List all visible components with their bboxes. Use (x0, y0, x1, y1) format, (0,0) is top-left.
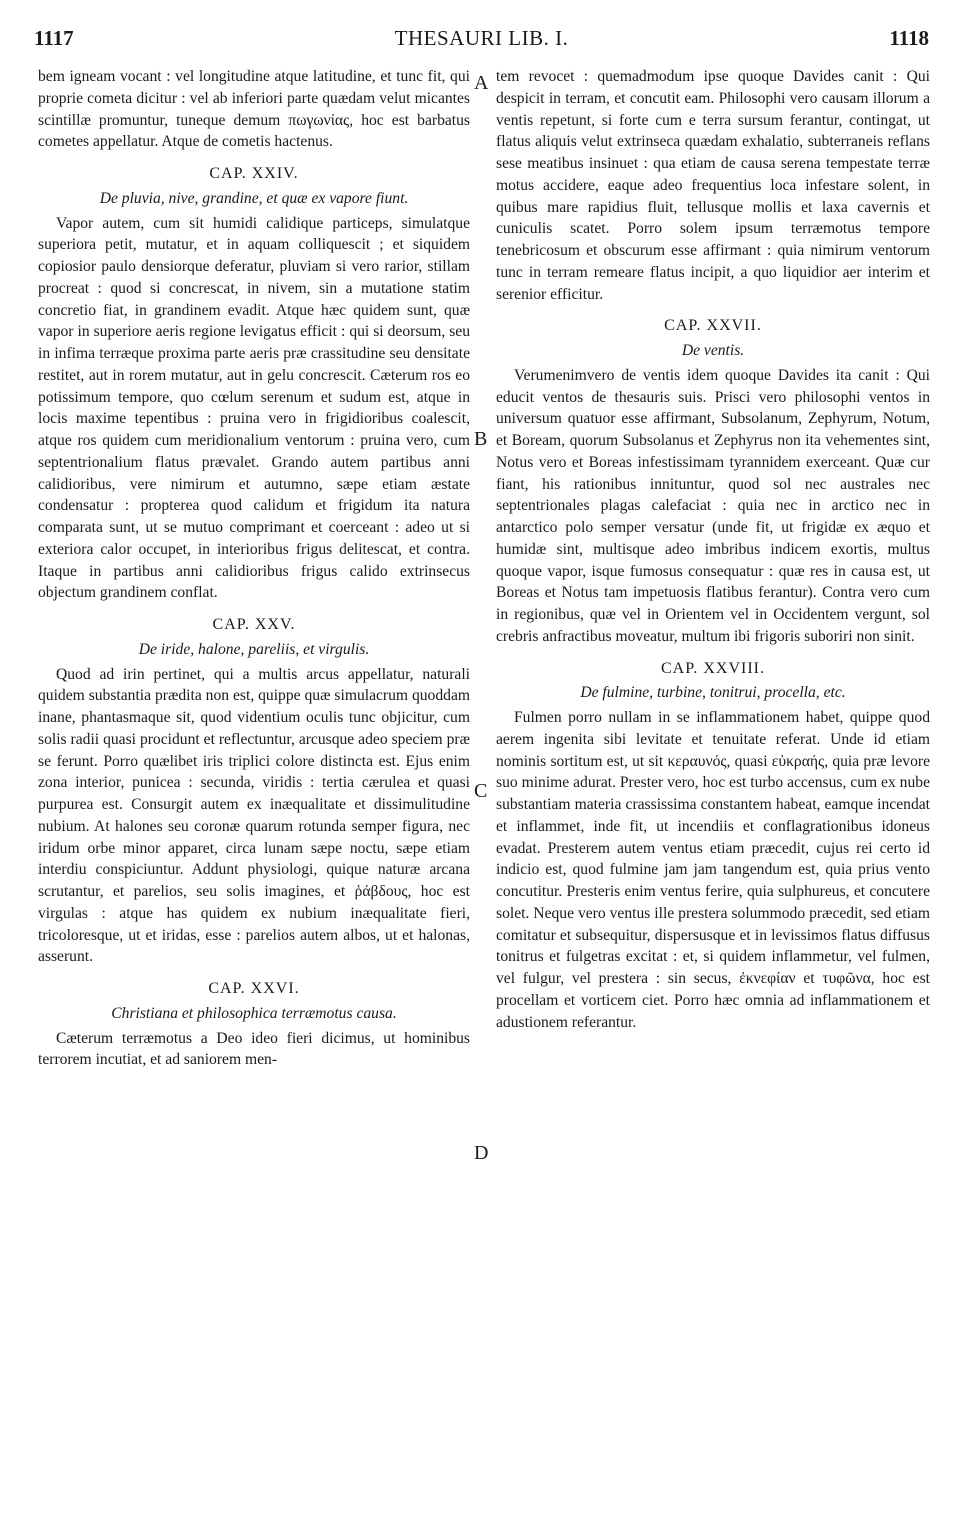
chapter-heading-24: CAP. XXIV. (209, 165, 299, 182)
margin-marker-c: C (474, 780, 488, 802)
chapter-title-24: De pluvia, nive, grandine, et quæ ex vapore fiunt. (99, 189, 409, 207)
paragraph-continued: bem igneam vocant : vel longitudine atque latitudine, et tunc fit, qui proprie cometa dicitur : vel ab inferiori parte quædam velut micantes scintillæ promuntur, tuneque demum πωγωνίας, hoc est barbatus cometes appellatur. Atque de cometis hactenus. (38, 68, 470, 151)
paragraph-chapter-25: Quod ad irin pertinet, qui a multis arcus appellatur, naturali quidem substantia prædita non est, quippe quæ simulacrum quoddam inane, phantasmaque sit, quod videntium oculis tunc objicitur, cum solis radii quasi procidunt et reflectuntur, arcusque adeo speciem præ se ferunt. Porro quælibet iris triplici colore distincta est. Ejus enim zona interior, punicea : secunda, viridis : tertia cærulea et quasi purpurea est. Consurgit autem ex inæqualitate et dissimulitudine nubium. At halones seu coronæ quarum rotunda semper figura, nec iridum orbe minor apparet, circa lunam sæpe noctu, sæpe etiam interdiu conspiciuntur. Addunt physiologi, quique naturæ arcana scrutantur, et parelios, seu solis imagines, et ῥάβδους, hoc est virgulas : atque has quidem ex nubium inæqualitate fieri, tricoloresque, ut et iridas, esse : parelios autem albos, ut et halonas, asserunt. (38, 665, 470, 966)
right-column (496, 66, 930, 1033)
chapter-title-26: Christiana et philosophica terræmotus causa. (111, 1004, 397, 1022)
chapter-title-25: De iride, halone, pareliis, et virgulis. (138, 640, 370, 658)
left-page-number: 1117 (34, 26, 74, 50)
page-header (34, 26, 929, 56)
paragraph-chapter-28: Fulmen porro nullam in se inflammationem habet, quippe quod aerem ingenita sibi levitate et tenuitate referat. Unde id etiam nominis sortitum est, ut sit κεραυνός, quasi εὐκραής, quia præ levore suo minime adurat. Prester vero, hoc est turbo accensus, cum ex nube substantiam materia crassissima constantem habeat, eamque incendat et inflammet, inde fit, ut incendiis et conflagrationibus idoneus evadat. Presterem autem ventus etiam præcedit, cujus rei certo id indicio est, quod fulmine jam jam tangendum est, quia prius vento concutitur. Presteris enim ventus ferire, quia sulphureus, et concutere solet. Neque vero ventus ille prestera solummodo præcedit, sed etiam comitatur et subsequitur, dispersusque et in levissimos flatus diffusus tonitrus et fulgetras excitat : et, si quidem inflammetur, vel fulmen, vel fulgur, vel prestera : sin secus, ἐκνεφίαν et τυφῶνα, hoc est procellam et vorticem ciet. Porro hæc omnia ad inflammationem et adustionem referantur. (496, 709, 930, 1031)
running-title: THESAURI LIB. I. (394, 26, 569, 50)
chapter-heading-28: CAP. XXVIII. (661, 659, 765, 677)
margin-marker-d: D (474, 1142, 489, 1164)
chapter-heading-27: CAP. XXVII. (664, 317, 762, 335)
paragraph-chapter-27: Verumenimvero de ventis idem quoque Davides ita canit : Qui educit ventos de thesauris suis. Prisci vero philosophi ventos in universum quatuor esse affirmant, Subsolanum, Zephyrum, Notum, et Boream, quorum Subsolanus et Zephyrus non ita vehementes sint, Notus vero et Boreas infestissimam tyrannidem exerceant. Quæ cur fiant, his rationibus innituntur, quod sol nec australes nec septentrionales plagas calefaciat : quia nec in arctico nec in antarctico polo semper versatur (unde fit, ut frigidæ ex æquo et humidæ sint, multisque adeo imbribus indicem exortis, multus quoque vapor, isque fumosus consequatur : quæ res in causa est, ut Boreas et Notus tam impetuosis flatibus ferantur). Contra vero cum in regionibus, quæ vel in Orientem vel in Occidentem vergunt, sol crebris anfractibus moveatur, multum ibi frigoris suboriri non sinit. (496, 366, 930, 645)
margin-marker-b: B (474, 428, 488, 450)
left-column (38, 66, 470, 1071)
chapter-heading-25: CAP. XXV. (212, 616, 296, 633)
paragraph-chapter-26: Cæterum terræmotus a Deo ideo fieri dicimus, ut hominibus terrorem incutiat, et ad saniorem men- (38, 1029, 470, 1069)
paragraph-continued-26: tem revocet : quemadmodum ipse quoque Davides canit : Qui despicit in terram, et concutit eam. Philosophi vero causam illorum a ventis repetunt, si forte cum e terra sursum ferantur, contingat, ut flatus aliquis velut extrinseca quædam exhalatio, subterraneis reflans sese meatibus insinuet : qua etiam de causa serena tempestate terræ motus accidere, eaque adeo frequentius loca infestare solent, in quibus mare rapidius fluit, tellusque mollis et laxa cavernis et cuniculis scatet. Porro solem ipsum terræmotus tempore tenebricosum et obscurum esse affirmant : quia nimirum ventorum tunc in terram remeare flatus incipit, a quo liquidior aer interim et serenior efficitur. (496, 68, 930, 303)
chapter-title-28: De fulmine, turbine, tonitrui, procella, etc. (580, 684, 846, 702)
chapter-title-27: De ventis. (681, 342, 745, 359)
right-page-number: 1118 (889, 26, 929, 50)
paragraph-chapter-24: Vapor autem, cum sit humidi calidique particeps, simulatque superiora petit, mutatur, et in aquam colliquescit ; et siquidem copiosior paulo densiorque deferatur, pluviam si vero rarior, stillam procreat : quod si concrescat, in nivem, sin a mutatione statim concretio fiat, in grandinem evadit. Atque hæc quidem sunt, quæ vapor in superiore aeris regione levigatus efficit : qui si deorsum, seu in infima terræque proxima parte aeris præ crassitudine seu densitate restitet, aut in rorem mutatur, aut in gelu concrescit. Cæterum ros eo potissimum tempore, quo cœlum serenum et sudum est, atque in locis maxime tepentibus : pruina vero in frigidioribus coalescit, atque ros quidem cum meridionalium ventorum : pruina vero, cum septentrionalium flatus prævalet. Grando autem partibus anni calidioribus, vere nimirum et autumno, sæpe etiam æstate condensatur : propterea quod calidum et frigidum ita natura comparata sunt, ut se mutuo comprimant et coerceant : adeo ut si exteriora calor occupet, in interioribus frigus delitescat, et contra. Itaque in partibus anni calidioribus frigus calido extrinsecus objectum grandinem conflat. (38, 214, 470, 602)
margin-marker-a: A (474, 72, 489, 94)
chapter-heading-26: CAP. XXVI. (208, 980, 300, 997)
